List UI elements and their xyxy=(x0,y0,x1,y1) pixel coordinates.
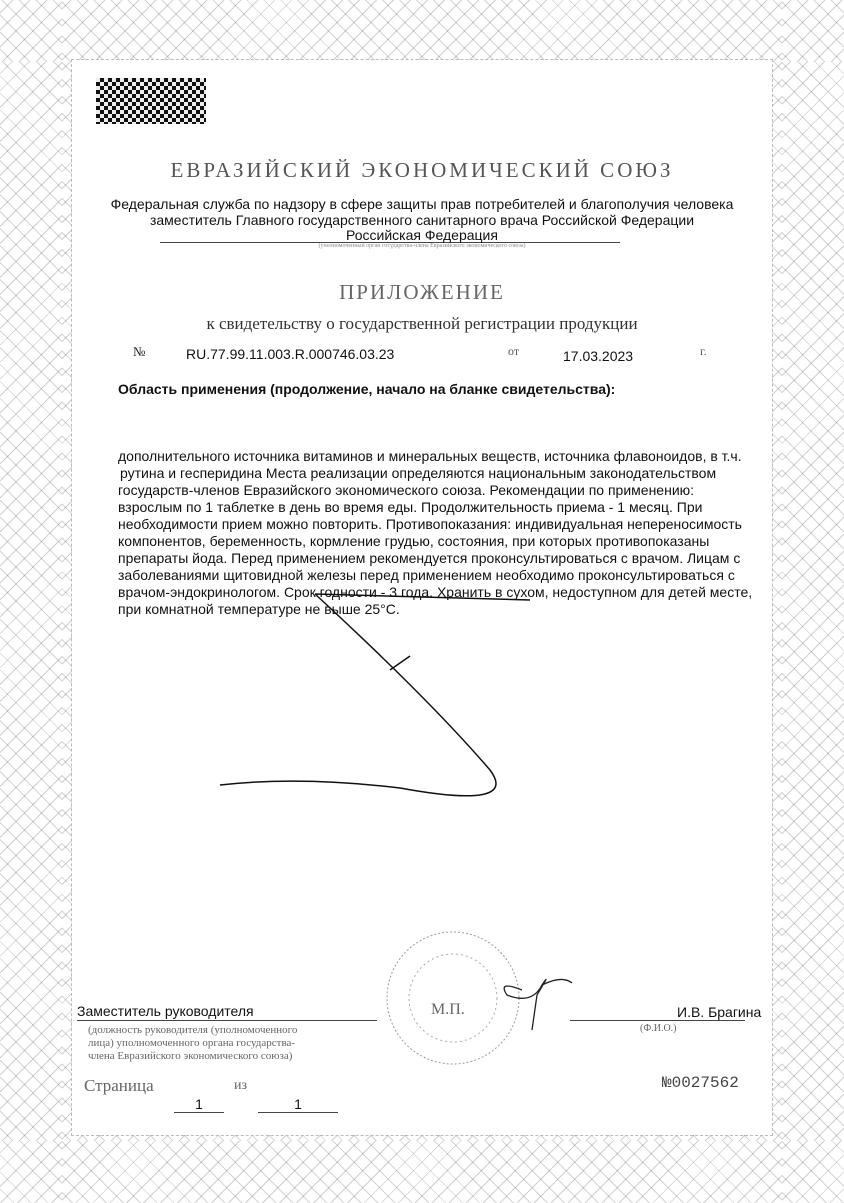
caption-line: члена Евразийского экономического союза) xyxy=(88,1050,293,1062)
caption-line: (должность руководителя (уполномоченного xyxy=(88,1024,298,1036)
text-line: рутина и гесперидина Места реализации определяются национальным законодательством xyxy=(120,465,717,481)
from-label: от xyxy=(508,344,520,358)
text-line: взрослым по 1 таблетке в день во время еды. Продолжительность приема - 1 месяц. При xyxy=(118,499,703,515)
text-line: заболеваниями щитовидной железы перед применением необходимо проконсультироваться с xyxy=(118,567,735,583)
section-heading: Область применения (продолжение, начало на бланке свидетельства): xyxy=(118,381,616,397)
text-line: дополнительного источника витаминов и минеральных веществ, источника флавоноидов, в т.ч. xyxy=(118,448,742,464)
form-number: №0027562 xyxy=(662,1074,739,1092)
official-title: заместитель Главного государственного санитарного врача Российской Федерации xyxy=(149,212,695,228)
registration-date: 17.03.2023 xyxy=(563,348,634,364)
page-current: 1 xyxy=(174,1096,224,1113)
page-label: Страница xyxy=(84,1076,154,1095)
number-label: № xyxy=(133,344,146,359)
handwritten-signature xyxy=(492,955,582,1035)
text-line: врачом-эндокринологом. Срок годности - 3 года. Хранить в сухом, недоступном для детей месте, xyxy=(118,584,753,600)
stamp-letters: М.П. xyxy=(431,1001,465,1018)
page-total: 1 xyxy=(258,1096,338,1113)
page-of-label: из xyxy=(234,1078,248,1093)
signatory-position: Заместитель руководителя xyxy=(77,1003,254,1019)
security-code-image xyxy=(96,78,206,124)
year-label: г. xyxy=(700,344,707,358)
registration-number: RU.77.99.11.003.R.000746.03.23 xyxy=(186,346,395,362)
text-line: при комнатной температуре не выше 25°C. xyxy=(118,601,400,617)
agency-name: Федеральная служба по надзору в сфере защиты прав потребителей и благополучия человека xyxy=(110,196,734,212)
text-line: государств-членов Евразийского экономического союза. Рекомендации по применению: xyxy=(118,482,695,498)
text-line: препараты йода. Перед применением рекомендуется проконсультироваться с врачом. Лицам с xyxy=(118,550,741,566)
country: Российская Федерация xyxy=(346,227,498,243)
document-title: ПРИЛОЖЕНИЕ xyxy=(339,280,505,304)
name-caption: (Ф.И.О.) xyxy=(640,1023,677,1034)
text-line: необходимости прием можно повторить. Противопоказания: индивидуальная непереносимость xyxy=(118,516,742,532)
document-subtitle: к свидетельству о государственной регистрации продукции xyxy=(206,314,638,333)
country-caption: (уполномоченный орган государства-члена Евразийского экономического союза) xyxy=(318,243,526,249)
union-title: ЕВРАЗИЙСКИЙ ЭКОНОМИЧЕСКИЙ СОЮЗ xyxy=(170,158,674,182)
divider xyxy=(570,1020,745,1021)
position-caption xyxy=(88,1024,297,1063)
signatory-name: И.В. Брагина xyxy=(677,1004,762,1020)
caption-line: лица) уполномоченного органа государства- xyxy=(88,1037,296,1049)
z-cancellation-mark xyxy=(200,580,540,820)
text-line: компонентов, беременность, кормление грудью, состояния, при которых противопоказаны xyxy=(118,533,710,549)
divider xyxy=(77,1020,377,1021)
